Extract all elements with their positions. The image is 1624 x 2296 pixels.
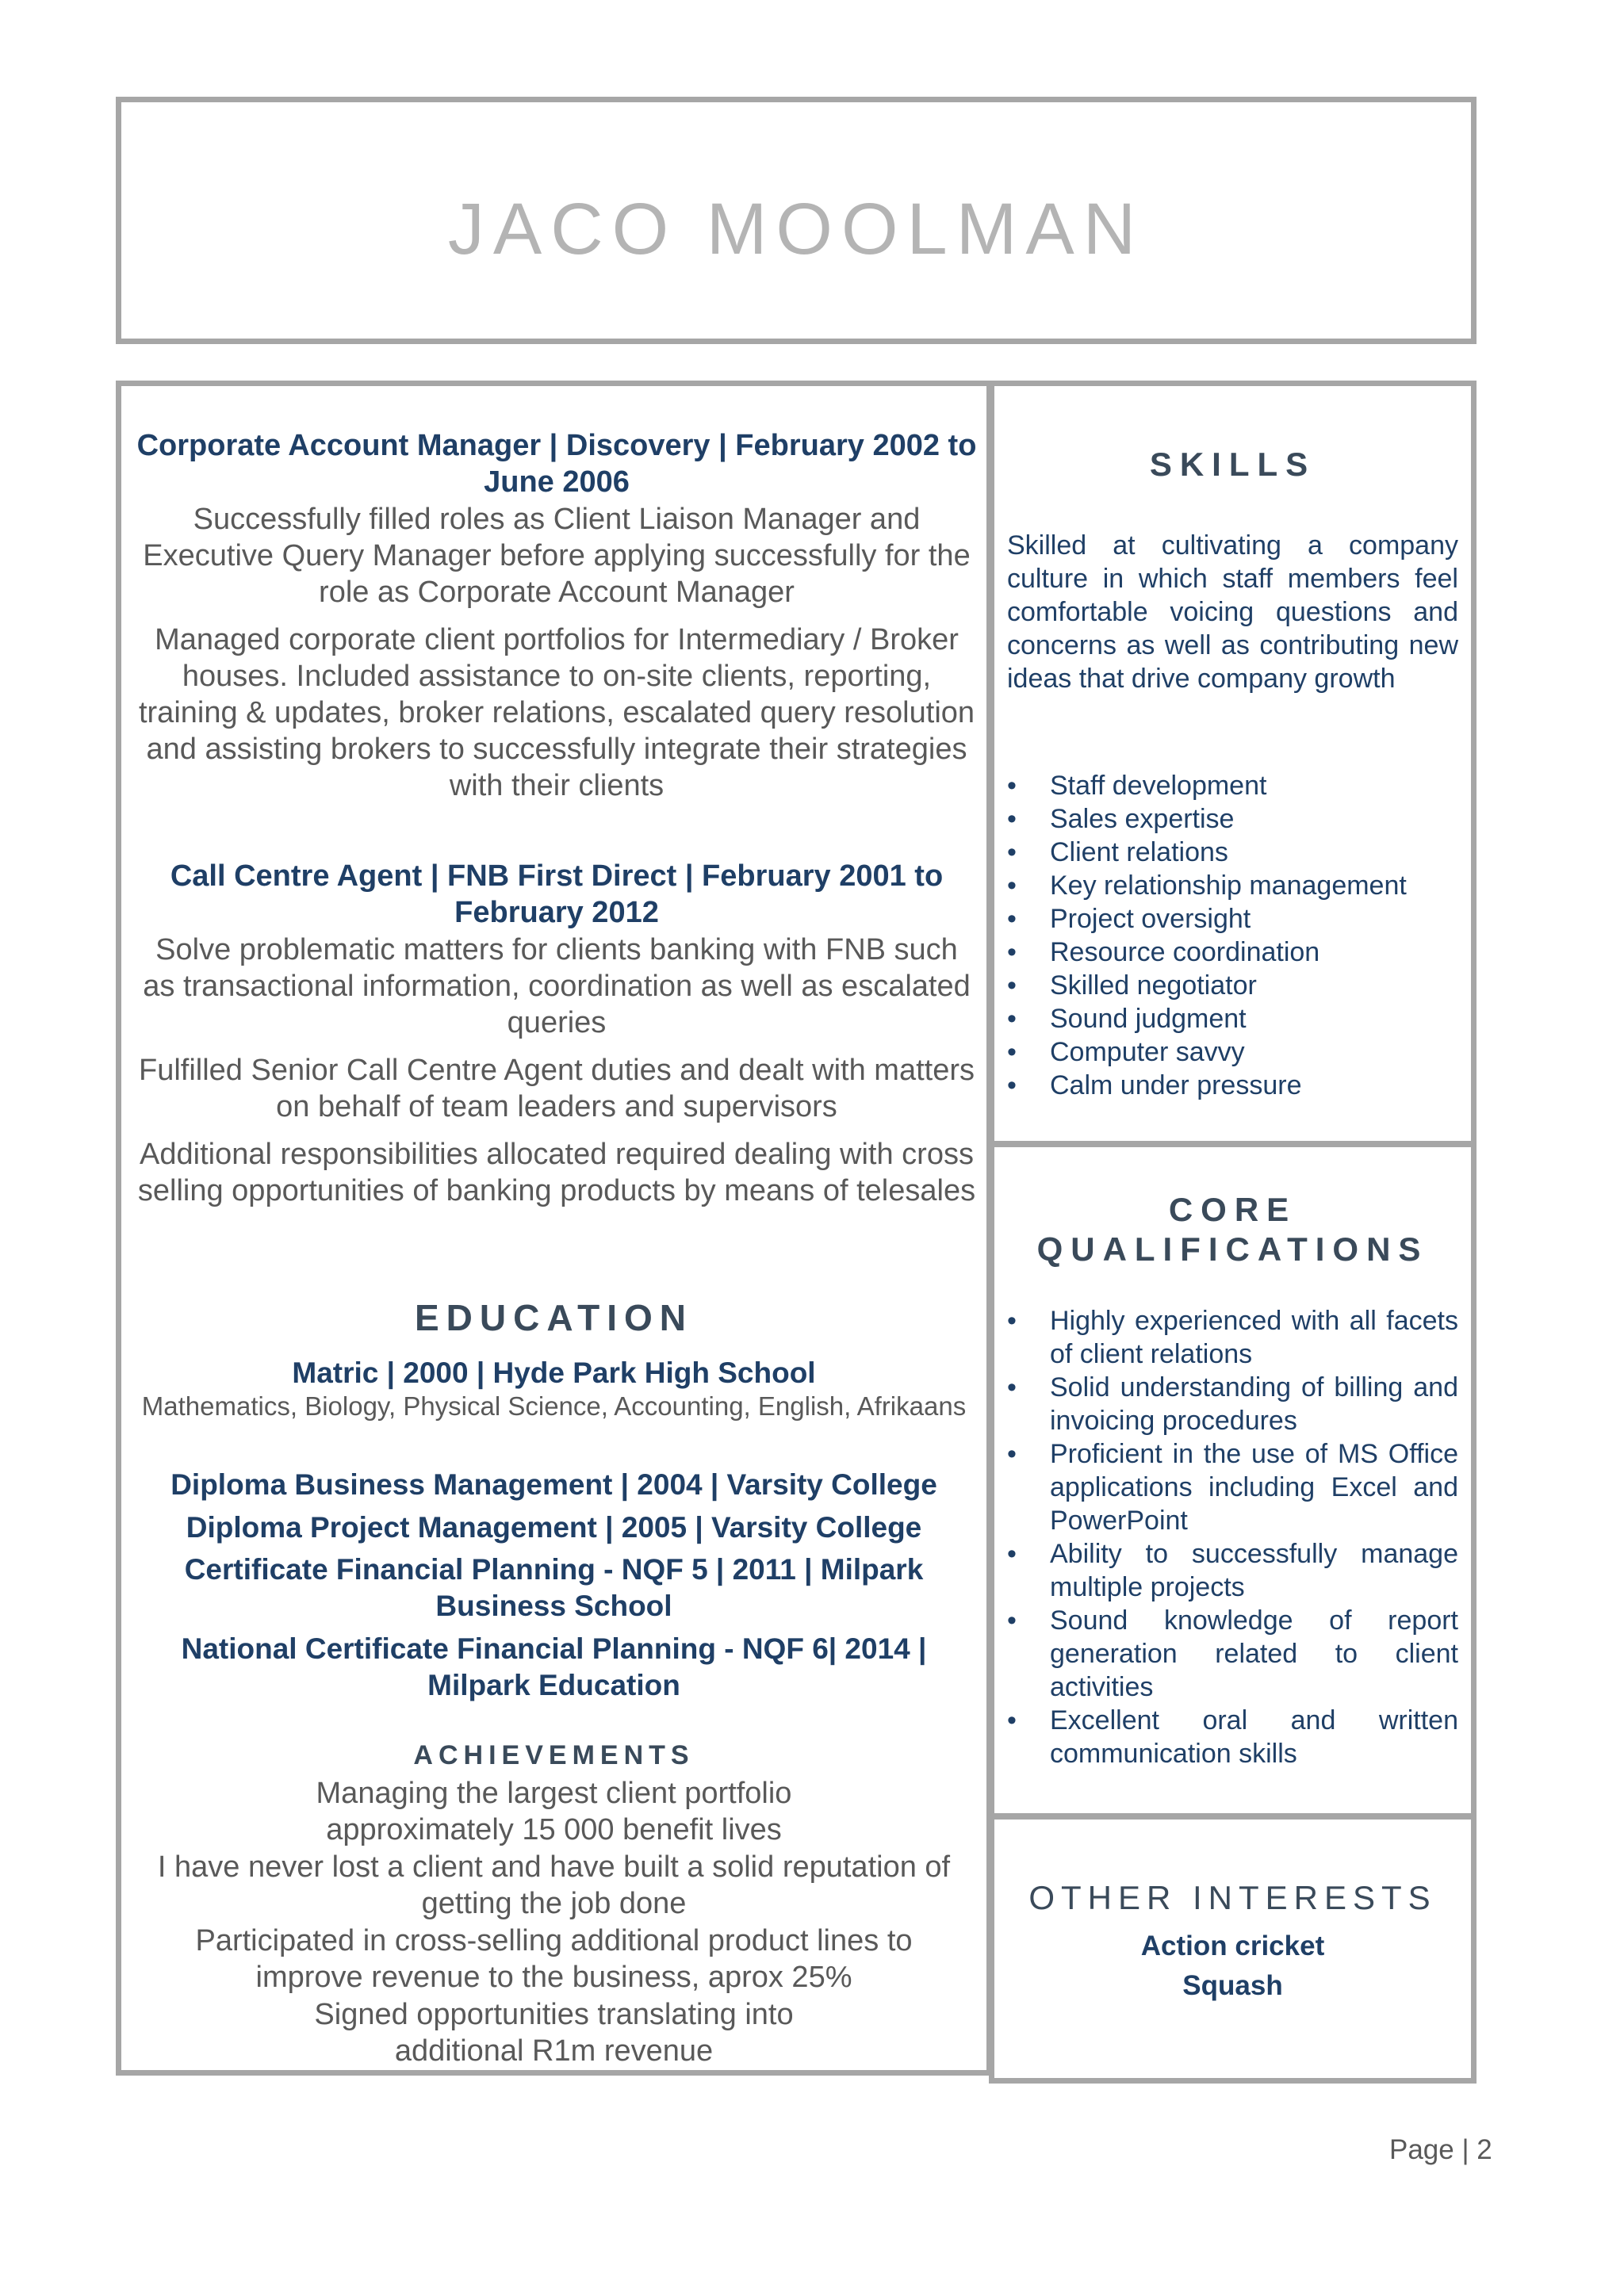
list-item: • Sound knowledge of report generation related to client activities <box>994 1604 1458 1704</box>
core-heading-line1: CORE <box>1168 1191 1297 1228</box>
core-list <box>994 1304 1458 1770</box>
list-item: • Sales expertise <box>994 802 1458 836</box>
list-item: • Computer savvy <box>994 1035 1458 1069</box>
education-title: Diploma Business Management | 2004 | Varsity College <box>170 1468 937 1501</box>
education-heading: EDUCATION <box>414 1297 694 1338</box>
education-title: National Certificate Financial Planning - NQF 6| 2014 | Milpark Education <box>181 1632 927 1701</box>
job-description: Managed corporate client portfolios for Intermediary / Broker houses. Included assistance to on-site clients, reporting, training & updates, broker relations, escalated query resolution and assisting brokers to successfully integrate their strategies with their clients <box>138 623 975 802</box>
interests-panel <box>989 1814 1477 2084</box>
job-description: Fulfilled Senior Call Centre Agent duties and dealt with matters on behalf of team leaders and supervisors <box>139 1054 975 1123</box>
job-title: Call Centre Agent | FNB First Direct | February 2001 to February 2012 <box>170 859 944 929</box>
education-title: Certificate Financial Planning - NQF 5 | 2011 | Milpark Business School <box>184 1553 924 1622</box>
interest-item: Action cricket <box>1140 1931 1325 1961</box>
job-description: Solve problematic matters for clients banking with FNB such as transactional information, coordination as well as escalated queries <box>143 933 971 1039</box>
list-item: • Calm under pressure <box>994 1069 1458 1102</box>
skills-panel <box>989 381 1477 1146</box>
list-item: • Key relationship management <box>994 869 1458 902</box>
achievement-item: I have never lost a client and have built a solid reputation of getting the job done <box>157 1850 951 1920</box>
job-description: Additional responsibilities allocated required dealing with cross selling opportunities of banking products by means of telesales <box>137 1138 976 1207</box>
header-box <box>116 97 1477 344</box>
job-title: Corporate Account Manager | Discovery | February 2002 to June 2006 <box>136 429 977 499</box>
achievement-item: Signed opportunities translating into additional R1m revenue <box>314 1998 794 2068</box>
list-item: • Resource coordination <box>994 936 1458 969</box>
list-item: • Ability to successfully manage multiple projects <box>994 1537 1458 1604</box>
education-subjects: Mathematics, Biology, Physical Science, Accounting, English, Afrikaans <box>141 1391 967 1421</box>
interest-item: Squash <box>1182 1970 1283 2001</box>
list-item: • Solid understanding of billing and invoicing procedures <box>994 1371 1458 1437</box>
education-title: Diploma Project Management | 2005 | Varsity College <box>186 1511 922 1544</box>
interests-heading: OTHER INTERESTS <box>1028 1879 1437 1916</box>
list-item: • Sound judgment <box>994 1002 1458 1035</box>
candidate-name: JACO MOOLMAN <box>447 189 1145 270</box>
skills-heading: SKILLS <box>1149 446 1316 483</box>
achievements-heading: ACHIEVEMENTS <box>413 1740 695 1770</box>
list-item: • Skilled negotiator <box>994 969 1458 1002</box>
list-item: • Staff development <box>994 769 1458 802</box>
job-description: Successfully filled roles as Client Liaison Manager and Executive Query Manager before applying successfully for the role as Corporate Account Manager <box>143 503 971 609</box>
list-item: • Client relations <box>994 836 1458 869</box>
achievement-item: Participated in cross-selling additional product lines to improve revenue to the business, aprox 25% <box>195 1924 913 1994</box>
list-item: • Project oversight <box>994 902 1458 936</box>
education-title: Matric | 2000 | Hyde Park High School <box>292 1357 816 1389</box>
experience-education-panel <box>116 381 992 2076</box>
achievement-item: Managing the largest client portfolio approximately 15 000 benefit lives <box>316 1777 792 1846</box>
list-item: • Highly experienced with all facets of client relations <box>994 1304 1458 1371</box>
core-heading-line2: QUALIFICATIONS <box>1036 1230 1429 1268</box>
list-item: • Proficient in the use of MS Office applications including Excel and PowerPoint <box>994 1437 1458 1537</box>
list-item: • Excellent oral and written communication skills <box>994 1704 1458 1770</box>
skills-list <box>994 769 1458 1102</box>
page-number: Page | 2 <box>1389 2134 1492 2165</box>
core-qualifications-panel <box>989 1142 1477 1819</box>
skills-intro: Skilled at cultivating a company culture in which staff members feel comfortable voicing questions and concerns as well as contributing new ideas that drive company growth <box>1007 530 1458 694</box>
